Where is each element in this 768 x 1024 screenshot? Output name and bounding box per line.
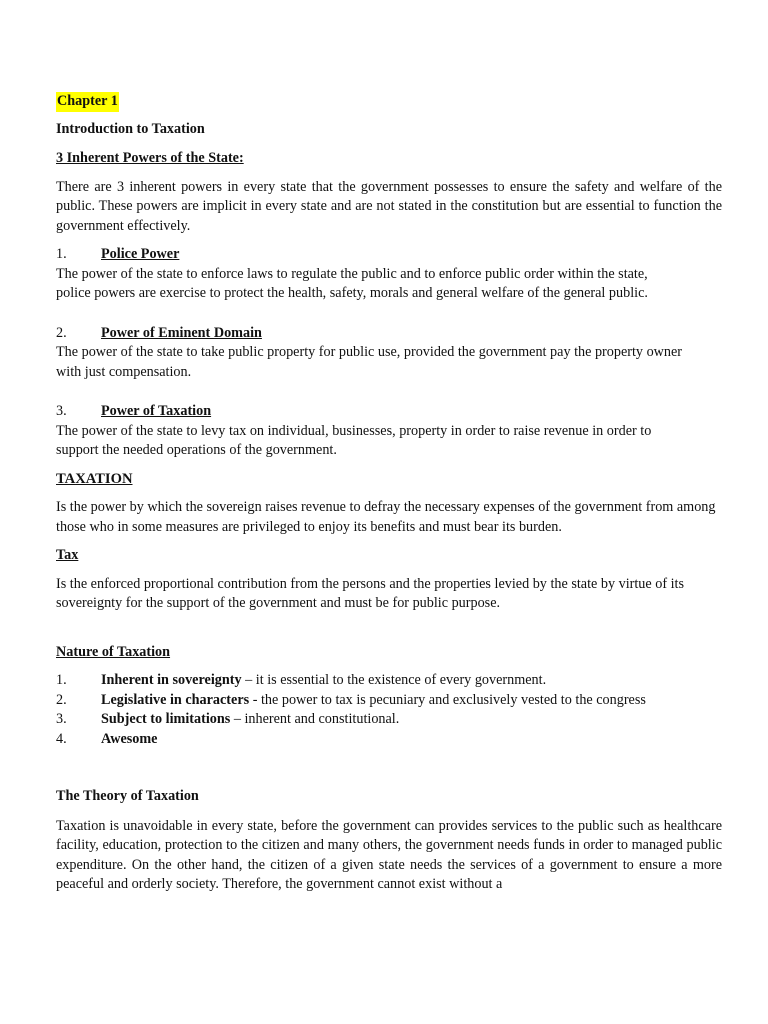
powers-heading: 3 Inherent Powers of the State: <box>56 150 244 166</box>
list-number: 4. <box>56 730 67 747</box>
powers-intro-paragraph: There are 3 inherent powers in every state that the government possesses to ensure the safety and welfare of the public. These powers are implicit in every state and are not stated in the constitution but are essential to function the government effectively. <box>56 178 722 234</box>
document-page <box>56 92 722 904</box>
nature-description: – it is essential to the existence of every government. <box>241 672 547 688</box>
power-description-line: The power of the state to levy tax on individual, businesses, property in order to raise revenue in order to <box>56 422 652 439</box>
power-description-line: The power of the state to take public property for public use, provided the government pay the property owner <box>56 344 683 360</box>
list-item <box>56 710 722 730</box>
list-item <box>56 730 722 750</box>
chapter-heading-row <box>56 92 722 120</box>
theory-heading: The Theory of Taxation <box>56 788 199 804</box>
taxation-definition: Is the power by which the sovereign raises revenue to defray the necessary expenses of the government from among those who in some measures are privileged to enjoy its benefits and must bear its burden. <box>56 499 716 535</box>
power-title: Power of Eminent Domain <box>101 324 262 341</box>
nature-description: – inherent and constitutional. <box>230 711 400 727</box>
chapter-label: Chapter 1 <box>56 92 119 112</box>
nature-term: Awesome <box>101 730 158 747</box>
power-description-line: police powers are exercise to protect the health, safety, morals and general welfare of the general public. <box>56 285 648 301</box>
power-item <box>56 245 722 304</box>
tax-heading: Tax <box>56 547 79 563</box>
power-title: Power of Taxation <box>101 403 212 419</box>
power-number: 2. <box>56 324 67 341</box>
tax-definition: Is the enforced proportional contribution from the persons and the properties levied by the state by virtue of its sovereignty for the support of the government and must be for public purpose. <box>56 575 685 611</box>
theory-paragraph: Taxation is unavoidable in every state, before the government can provides services to the public such as healthcare facility, education, protection to the citizen and many others, the government needs funds in order to managed public expenditure. On the other hand, the citizen of a given state needs the services of a government to ensure a more peaceful and orderly society. Therefore, the government cannot exist without a <box>56 817 722 892</box>
power-description-line: The power of the state to enforce laws to regulate the public and to enforce public order within the state, <box>56 265 648 282</box>
taxation-heading: TAXATION <box>56 470 133 487</box>
list-item <box>56 691 722 711</box>
power-number: 3. <box>56 403 67 419</box>
list-number: 2. <box>56 691 67 708</box>
nature-term: Subject to limitations <box>101 711 231 727</box>
power-description-line: with just compensation. <box>56 363 192 380</box>
nature-term: Inherent in sovereignty <box>101 672 242 688</box>
power-item <box>56 324 722 383</box>
power-number: 1. <box>56 246 67 262</box>
list-number: 1. <box>56 672 67 688</box>
list-item <box>56 671 722 691</box>
list-number: 3. <box>56 711 67 727</box>
nature-description: - the power to tax is pecuniary and exclusively vested to the congress <box>249 691 646 708</box>
power-item <box>56 402 722 461</box>
nature-list <box>56 671 722 749</box>
power-description-line: support the needed operations of the government. <box>56 442 337 458</box>
nature-term: Legislative in characters <box>101 691 250 708</box>
power-title: Police Power <box>101 246 180 262</box>
nature-heading: Nature of Taxation <box>56 643 171 660</box>
intro-title: Introduction to Taxation <box>56 120 205 137</box>
